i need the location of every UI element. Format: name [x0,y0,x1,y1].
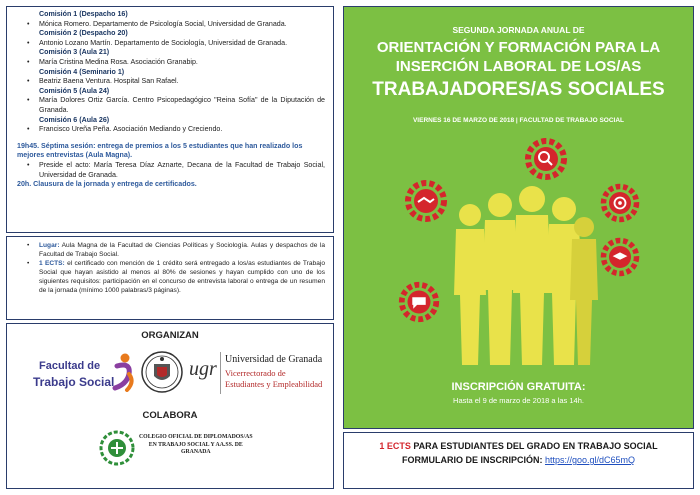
colegio-line2: EN TRABAJO SOCIAL Y AA.SS. DE [148,441,243,448]
footer-ects-line [344,441,693,451]
lugar-label: Lugar: [39,242,60,249]
facultad-logo-line1: Facultad de [39,360,101,372]
ects-label: 1 ECTS: [39,260,65,267]
poster-title-line3: TRABAJADORES/AS SOCIALES [372,79,665,100]
organizers-panel [6,323,334,489]
session-seven: 19h45. Séptima sesión: entrega de premios a los 5 estudiantes que han realizado los mejores entrevistas (Aula Magna). [17,141,303,160]
ects-text: el certificado con mención de 1 crédito será entregado a los/as estudiantes de Trabajo Social que hayan asistido al menos al 80% de sesiones y hayan cumplido con uno de los siguientes requisitos: participación en el concurso de entrevista laboral o entrega de un resumen de la jornada (mínimo 1000 palabras/3 páginas). [39,260,326,294]
gear-graduation-icon [598,235,642,279]
ugr-sub1: Vicerrectorado de [225,368,286,378]
poster-title-line1: ORIENTACIÓN Y FORMACIÓN PARA LA [376,39,661,56]
commission-title: Comisión 6 (Aula 26) [39,115,110,124]
commission-title: Comisión 4 (Seminario 1) [39,67,125,76]
footer-form-line [344,455,693,465]
ugr-abbr: ugr [189,358,217,380]
info-panel [6,236,334,320]
lugar-item [17,241,325,259]
commission-title: Comisión 2 (Despacho 20) [39,29,128,38]
poster-subtitle: SEGUNDA JORNADA ANUAL DE [452,25,585,35]
ugr-sub2: Estudiantes y Empleabilidad [225,379,323,389]
ects-item [17,259,325,295]
colegio-name [139,434,253,457]
gear-chat-icon [396,279,442,325]
facultad-emblem-icon [109,352,137,392]
commission-title: Comisión 5 (Aula 24) [39,86,110,95]
footer-form-label: FORMULARIO DE INSCRIPCIÓN: [401,455,545,465]
commissions-list [17,10,325,135]
commission-member: • María Cristina Medina Rosa. Asociación Granabip. [17,58,325,68]
lugar-text: Aula Magna de la Facultad de Ciencias Políticas y Sociología. Aulas y despachos de la Facultad de Trabajo Social. [39,242,325,258]
organizan-heading: ORGANIZAN [141,330,199,341]
people-silhouette-icon [440,175,600,365]
colegio-line1: COLEGIO OFICIAL DE DIPLOMADOS/AS [139,434,253,440]
colabora-heading: COLABORA [142,410,198,421]
facultad-logo-line2: Trabajo Social [33,375,115,389]
poster-deadline: Hasta el 9 de marzo de 2018 a las 14h. [453,396,584,405]
ugr-logo [189,350,329,400]
ugr-divider [220,352,221,394]
ugr-name: Universidad de Granada [225,354,323,365]
schedule-panel [6,6,334,233]
commission-member: • Mónica Romero. Departamento de Psicología Social, Universidad de Granada. [17,20,325,30]
event-poster [343,6,694,429]
poster-date-place: VIERNES 16 DE MARZO DE 2018 | FACULTAD DE TRABAJO SOCIAL [412,117,625,124]
commission-member: • Antonio Lozano Martín. Departamento de Sociología, Universidad de Granada. [17,39,325,49]
colegio-emblem-icon [99,426,135,470]
gear-target-icon [598,181,642,225]
footer-panel [343,432,694,489]
commission-member: • Francisco Ureña Peña. Asociación Mediando y Creciendo. [17,125,325,135]
poster-title-line2: INSERCIÓN LABORAL DE LOS/AS [395,58,642,75]
closing-session: 20h. Clausura de la jornada y entrega de certificados. [17,180,197,189]
poster-inscripcion: INSCRIPCIÓN GRATUITA: [451,381,586,393]
registration-link[interactable]: https://goo.gl/dC65mQ [544,455,636,465]
colegio-line3: GRANADA [180,449,211,455]
commission-title: Comisión 1 (Despacho 16) [39,10,128,18]
commission-member: • Beatriz Baena Ventura. Hospital San Rafael. [17,77,325,87]
footer-ects-text: PARA ESTUDIANTES DEL GRADO EN TRABAJO SOCIAL [410,441,658,451]
ugr-crest-icon [141,348,183,396]
commission-member: • María Dolores Ortiz García. Centro Psicopedagógico "Reina Sofía" de la Diputación de Granada. [17,96,325,115]
facultad-logo [27,348,137,398]
session-presides: • Preside el acto: María Teresa Díaz Aznarte, Decana de la Facultad de Trabajo Social, Universidad de Granada. [17,161,325,180]
footer-ects-highlight: 1 ECTS [379,441,411,451]
commission-title: Comisión 3 (Aula 21) [39,48,110,57]
